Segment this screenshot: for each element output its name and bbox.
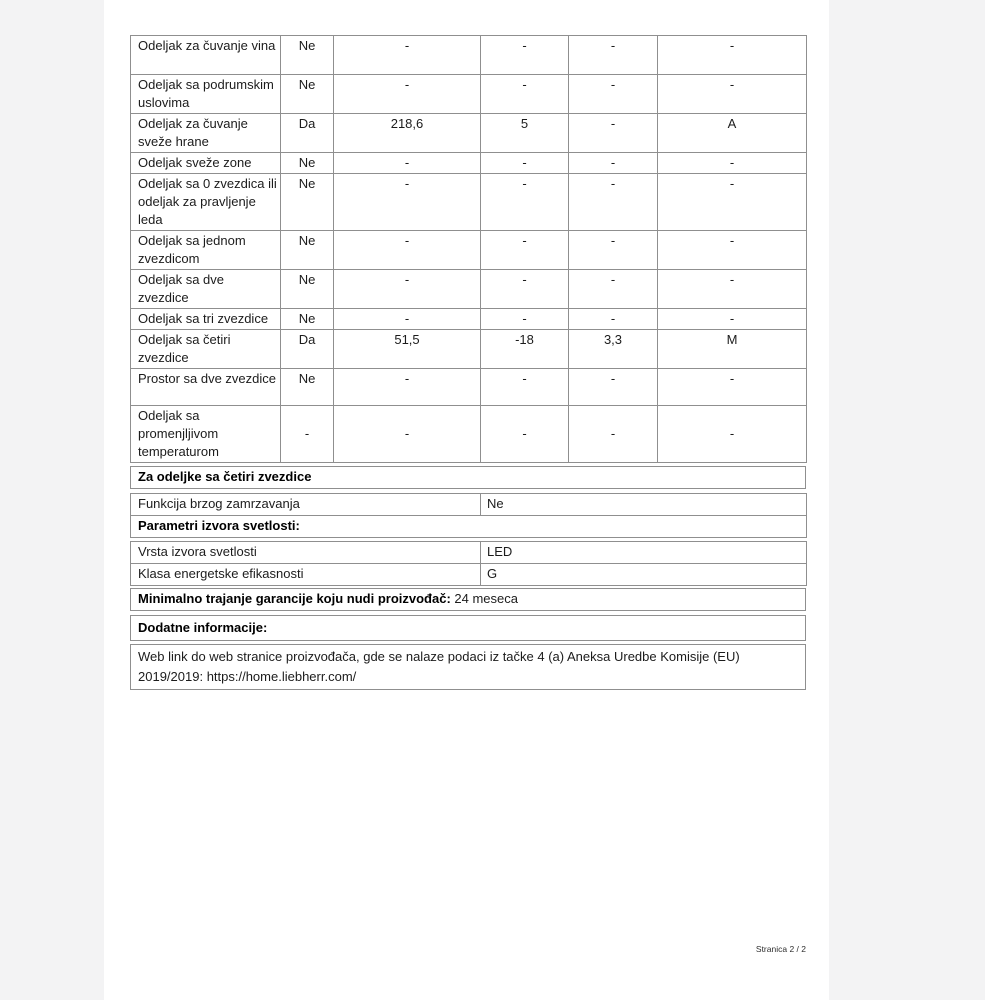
row-label: Prostor sa dve zvezdice — [131, 369, 281, 406]
light-type-label: Vrsta izvora svetlosti — [131, 542, 481, 564]
row-value: - — [334, 406, 481, 463]
additional-info-header — [130, 615, 806, 641]
fast-freeze-label: Funkcija brzog zamrzavanja — [131, 494, 481, 516]
weblink-block — [130, 644, 806, 690]
table-row — [131, 114, 807, 153]
row-value: - — [334, 231, 481, 270]
row-present: Ne — [281, 75, 334, 114]
row-present: Ne — [281, 369, 334, 406]
table-row — [131, 270, 807, 309]
row-value: - — [481, 309, 569, 330]
row-value: - — [334, 75, 481, 114]
row-present: Ne — [281, 36, 334, 75]
row-value: - — [481, 369, 569, 406]
row-value: - — [334, 369, 481, 406]
row-value: - — [481, 406, 569, 463]
table-row — [131, 153, 807, 174]
row-value: - — [569, 153, 658, 174]
table-row — [131, 75, 807, 114]
row-value: - — [481, 75, 569, 114]
row-present: Da — [281, 330, 334, 369]
row-value: - — [481, 231, 569, 270]
row-label: Odeljak sveže zone — [131, 153, 281, 174]
row-value: - — [334, 174, 481, 231]
warranty-block — [130, 588, 806, 611]
row-value: - — [334, 36, 481, 75]
energy-class-label: Klasa energetske efikasnosti — [131, 564, 481, 586]
row-value: - — [569, 406, 658, 463]
warranty-label: Minimalno trajanje garancije koju nudi proizvođač: — [138, 591, 451, 606]
row-value: - — [334, 309, 481, 330]
energy-class-value: G — [481, 564, 807, 586]
row-value: - — [569, 369, 658, 406]
row-value: -18 — [481, 330, 569, 369]
row-value: - — [481, 153, 569, 174]
row-value: - — [569, 174, 658, 231]
row-value: - — [569, 309, 658, 330]
weblink-text-line2-prefix: 2019/2019: — [138, 669, 207, 684]
row-label: Odeljak sa četiri zvezdice — [131, 330, 281, 369]
row-value: - — [658, 406, 807, 463]
additional-info-heading: Dodatne informacije: — [131, 616, 806, 641]
row-value: - — [658, 36, 807, 75]
row-present: Ne — [281, 174, 334, 231]
section-heading: Za odeljke sa četiri zvezdice — [131, 467, 806, 489]
row-present: Ne — [281, 309, 334, 330]
table-row — [131, 231, 807, 270]
row-value: A — [658, 114, 807, 153]
warranty-value: 24 meseca — [454, 591, 518, 606]
table-row — [131, 369, 807, 406]
fast-freeze-block — [130, 493, 807, 538]
row-present: Da — [281, 114, 334, 153]
row-present: Ne — [281, 153, 334, 174]
table-row — [131, 36, 807, 75]
table-row — [131, 330, 807, 369]
row-value: - — [569, 75, 658, 114]
row-label: Odeljak sa promenjljivom temperaturom — [131, 406, 281, 463]
row-label: Odeljak sa tri zvezdice — [131, 309, 281, 330]
row-present: Ne — [281, 231, 334, 270]
light-source-block — [130, 541, 807, 586]
page-number: Stranica 2 / 2 — [755, 944, 806, 954]
row-value: - — [658, 75, 807, 114]
row-label: Odeljak sa podrumskim uslovima — [131, 75, 281, 114]
row-present: Ne — [281, 270, 334, 309]
row-label: Odeljak sa jednom zvezdicom — [131, 231, 281, 270]
row-value: - — [569, 231, 658, 270]
row-value: 5 — [481, 114, 569, 153]
row-value: M — [658, 330, 807, 369]
row-value: - — [481, 270, 569, 309]
four-star-section-header — [130, 466, 806, 489]
row-value: - — [481, 174, 569, 231]
row-value: - — [569, 114, 658, 153]
table-row — [131, 406, 807, 463]
row-value: - — [658, 270, 807, 309]
weblink-text-line1: Web link do web stranice proizvođača, gde se nalaze podaci iz tačke 4 (a) Aneksa Uredbe Komisije (EU) — [138, 649, 740, 664]
row-value: - — [569, 270, 658, 309]
light-type-value: LED — [481, 542, 807, 564]
row-label: Odeljak sa 0 zvezdica ili odeljak za pravljenje leda — [131, 174, 281, 231]
row-value: - — [658, 231, 807, 270]
row-value: - — [658, 153, 807, 174]
document-page — [104, 0, 829, 1000]
row-value: - — [569, 36, 658, 75]
manufacturer-website-link[interactable]: https://home.liebherr.com/ — [206, 669, 357, 684]
row-value: - — [658, 369, 807, 406]
compartment-table — [130, 35, 807, 463]
light-source-heading: Parametri izvora svetlosti: — [131, 516, 807, 538]
row-value: 218,6 — [334, 114, 481, 153]
page-content — [130, 35, 806, 690]
row-value: - — [658, 174, 807, 231]
table-row — [131, 174, 807, 231]
row-value: - — [334, 153, 481, 174]
row-value: - — [334, 270, 481, 309]
row-value: 3,3 — [569, 330, 658, 369]
row-label: Odeljak za čuvanje sveže hrane — [131, 114, 281, 153]
row-value: - — [658, 309, 807, 330]
row-label: Odeljak sa dve zvezdice — [131, 270, 281, 309]
row-value: 51,5 — [334, 330, 481, 369]
fast-freeze-value: Ne — [481, 494, 807, 516]
row-present: - — [281, 406, 334, 463]
row-label: Odeljak za čuvanje vina — [131, 36, 281, 75]
row-value: - — [481, 36, 569, 75]
table-row — [131, 309, 807, 330]
